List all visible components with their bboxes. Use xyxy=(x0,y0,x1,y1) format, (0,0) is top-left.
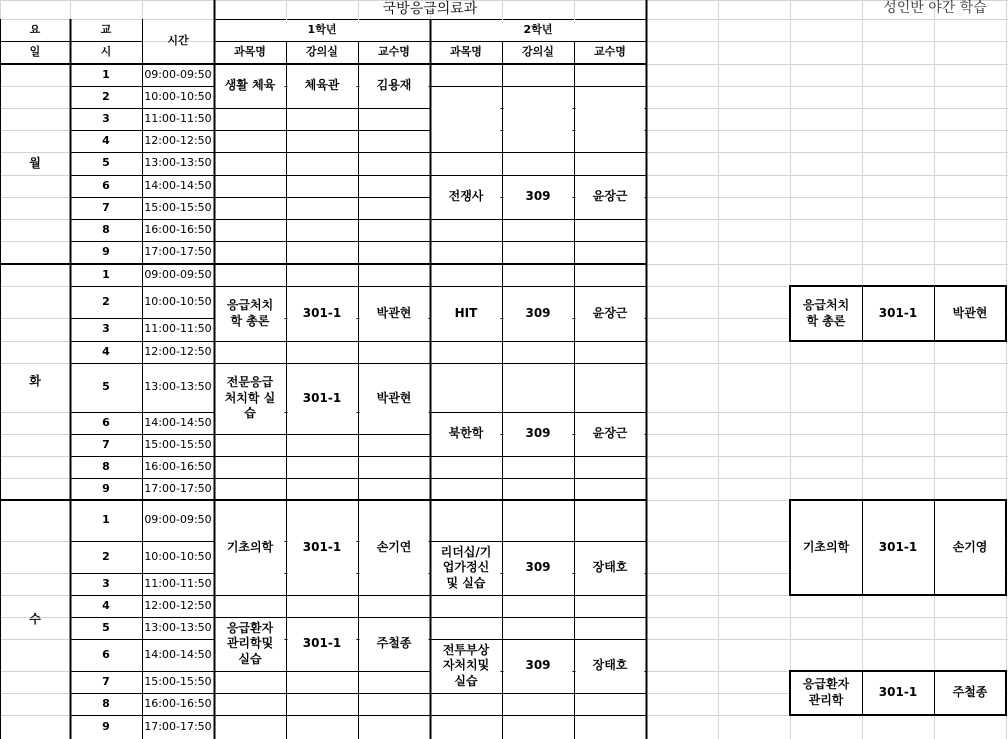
time-slot: 17:00-17:50 xyxy=(144,481,212,495)
y2-tue-room-1: 309 xyxy=(525,305,551,320)
time-slot: 14:00-14:50 xyxy=(144,178,212,192)
y2-mon-professor: 윤장근 xyxy=(592,189,628,204)
time-slot: 13:00-13:50 xyxy=(144,380,212,394)
y2-tue-room-2: 309 xyxy=(525,426,551,441)
time-slot: 09:00-09:50 xyxy=(144,67,212,81)
time-slot: 17:00-17:50 xyxy=(144,719,212,733)
y2-wed-room-2: 309 xyxy=(525,658,551,673)
period-number: 8 xyxy=(102,696,110,710)
y1-tue-room-2: 301-1 xyxy=(302,390,342,405)
department-title: 국방응급의료과 xyxy=(382,1,478,18)
y2-wed-subject-2: 전투부상 자처치및 실습 xyxy=(442,642,490,688)
night-wed-professor-2: 주철종 xyxy=(952,685,988,700)
time-slot: 13:00-13:50 xyxy=(144,156,212,170)
period-header-bottom: 시 xyxy=(100,45,112,59)
period-number: 5 xyxy=(102,380,110,394)
y1-wed-professor-2: 주철종 xyxy=(376,636,412,651)
day-header-top: 요 xyxy=(29,22,41,36)
y2-tue-subject-2: 북한학 xyxy=(448,426,484,441)
time-slot: 10:00-10:50 xyxy=(144,549,212,563)
period-number: 7 xyxy=(102,674,110,688)
y2-tue-subject-1: HIT xyxy=(454,305,478,320)
period-number: 5 xyxy=(102,156,110,170)
time-slot: 13:00-13:50 xyxy=(144,620,212,634)
time-slot: 09:00-09:50 xyxy=(144,267,212,281)
period-number: 2 xyxy=(102,294,110,308)
night-tue-room: 301-1 xyxy=(878,305,918,320)
period-number: 7 xyxy=(102,437,110,451)
day-wednesday: 수 xyxy=(29,611,41,626)
time-slot: 16:00-16:50 xyxy=(144,459,212,473)
period-number: 5 xyxy=(102,620,110,634)
period-number: 3 xyxy=(102,576,110,590)
y2-wed-subject-1: 리더십/기 업가정신 및 실습 xyxy=(440,544,492,590)
y1-wed-room-1: 301-1 xyxy=(302,539,342,554)
night-tue-professor: 박관현 xyxy=(952,305,988,320)
day-monday: 월 xyxy=(29,156,41,171)
period-number: 4 xyxy=(102,598,110,612)
y1-mon-subject: 생활 체육 xyxy=(224,78,276,93)
time-slot: 16:00-16:50 xyxy=(144,222,212,236)
time-slot: 12:00-12:50 xyxy=(144,133,212,147)
y1-tue-professor-1: 박관현 xyxy=(376,305,412,320)
day-header-bottom: 일 xyxy=(29,45,41,59)
time-slot: 15:00-15:50 xyxy=(144,437,212,451)
time-slot: 14:00-14:50 xyxy=(144,647,212,661)
period-number: 2 xyxy=(102,89,110,103)
time-slot: 11:00-11:50 xyxy=(144,322,212,336)
period-number: 4 xyxy=(102,133,110,147)
period-number: 6 xyxy=(102,647,110,661)
year1-header: 1학년 xyxy=(307,22,337,36)
y2-wed-professor-1: 장태호 xyxy=(592,560,628,575)
night-tue-subject: 응급처치 학 총론 xyxy=(802,297,850,328)
period-number: 3 xyxy=(102,111,110,125)
time-slot: 10:00-10:50 xyxy=(144,89,212,103)
period-number: 9 xyxy=(102,481,110,495)
night-wed-professor-1: 손기영 xyxy=(952,539,988,554)
period-header-top: 교 xyxy=(100,22,112,36)
period-number: 8 xyxy=(102,459,110,473)
night-wed-subject-2: 응급환자 관리학 xyxy=(802,677,850,707)
period-number: 6 xyxy=(102,415,110,429)
time-slot: 15:00-15:50 xyxy=(144,200,212,214)
time-slot: 11:00-11:50 xyxy=(144,111,212,125)
y1-wed-subject-2: 응급환자 관리학및 실습 xyxy=(226,620,274,666)
year2-subject-header: 과목명 xyxy=(450,45,482,59)
y1-tue-professor-2: 박관현 xyxy=(376,390,412,405)
y2-tue-professor-1: 윤장근 xyxy=(592,305,628,320)
year1-subject-header: 과목명 xyxy=(234,45,266,59)
y1-tue-subject-2: 전문응급 처치학 실 습 xyxy=(224,375,276,421)
year1-room-header: 강의실 xyxy=(306,45,338,59)
time-slot: 12:00-12:50 xyxy=(144,344,212,358)
night-wed-subject-1: 기초의학 xyxy=(802,539,850,554)
time-slot: 17:00-17:50 xyxy=(144,245,212,259)
night-study-title: 성인반 야간 학습 xyxy=(883,0,987,17)
y1-wed-room-2: 301-1 xyxy=(302,636,342,651)
y1-tue-subject-1: 응급처치 학 총론 xyxy=(226,297,274,328)
period-number: 6 xyxy=(102,178,110,192)
time-slot: 09:00-09:50 xyxy=(144,513,212,527)
time-slot: 15:00-15:50 xyxy=(144,674,212,688)
period-number: 4 xyxy=(102,344,110,358)
period-number: 7 xyxy=(102,200,110,214)
time-slot: 12:00-12:50 xyxy=(144,598,212,612)
y2-wed-room-1: 309 xyxy=(525,560,551,575)
y1-wed-professor-1: 손기연 xyxy=(376,539,412,554)
period-number: 8 xyxy=(102,222,110,236)
y1-tue-room-1: 301-1 xyxy=(302,305,342,320)
time-slot: 14:00-14:50 xyxy=(144,415,212,429)
y1-mon-room: 체육관 xyxy=(304,78,340,93)
period-number: 1 xyxy=(102,513,110,527)
y2-mon-subject: 전쟁사 xyxy=(448,189,484,204)
night-wed-room-1: 301-1 xyxy=(878,539,918,554)
time-slot: 11:00-11:50 xyxy=(144,576,212,590)
period-number: 9 xyxy=(102,719,110,733)
year2-professor-header: 교수명 xyxy=(594,45,626,59)
period-number: 1 xyxy=(102,67,110,81)
y2-wed-professor-2: 장태호 xyxy=(592,658,628,673)
time-slot: 10:00-10:50 xyxy=(144,294,212,308)
y1-mon-professor: 김용재 xyxy=(376,78,412,93)
day-tuesday: 화 xyxy=(29,374,41,389)
year2-header: 2학년 xyxy=(523,22,553,36)
y1-wed-subject-1: 기초의학 xyxy=(226,539,274,554)
year1-professor-header: 교수명 xyxy=(378,45,410,59)
period-number: 1 xyxy=(102,267,110,281)
year2-room-header: 강의실 xyxy=(522,45,554,59)
night-wed-room-2: 301-1 xyxy=(878,685,918,700)
y2-mon-room: 309 xyxy=(525,189,551,204)
period-number: 2 xyxy=(102,549,110,563)
time-slot: 16:00-16:50 xyxy=(144,696,212,710)
time-header: 시간 xyxy=(167,34,189,48)
period-number: 3 xyxy=(102,322,110,336)
period-number: 9 xyxy=(102,245,110,259)
y2-tue-professor-2: 윤장근 xyxy=(592,426,628,441)
